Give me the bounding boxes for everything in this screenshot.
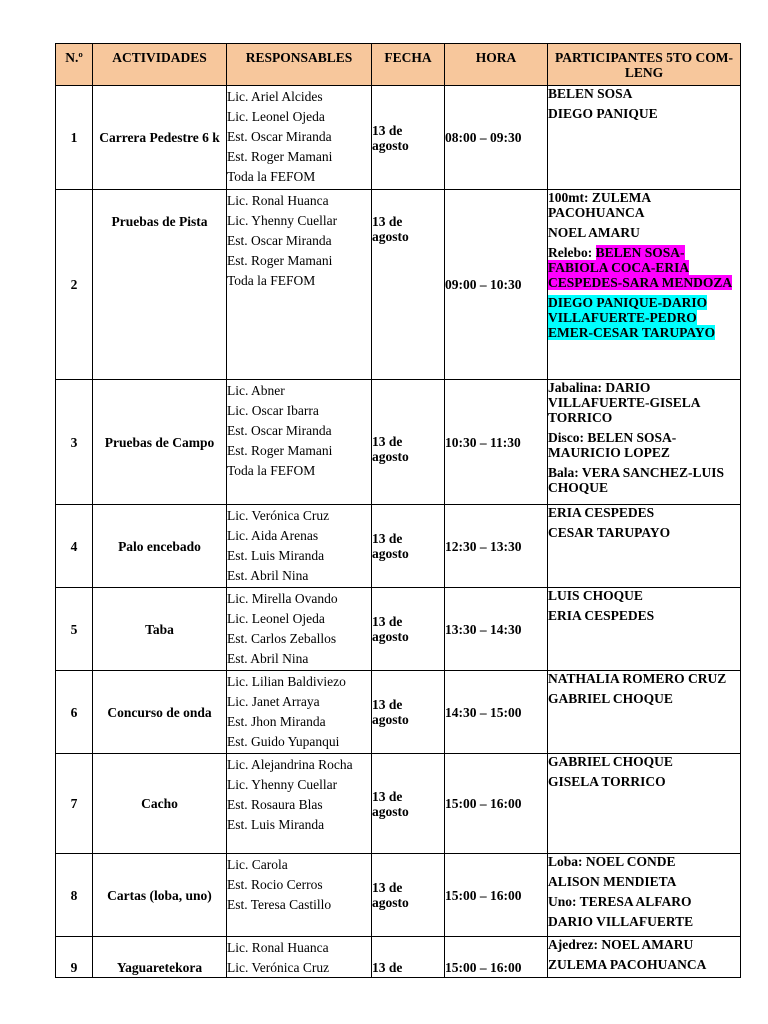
activity-hour: 15:00 – 16:00 <box>445 854 548 937</box>
participant: NOEL AMARU <box>548 225 640 240</box>
row-number: 3 <box>56 380 93 505</box>
responsible-name: Lic. Verónica Cruz <box>227 960 330 975</box>
participant: ZULEMA PACOHUANCA <box>548 957 707 972</box>
participant: Disco: BELEN SOSA-MAURICIO LOPEZ <box>548 430 677 460</box>
table-row <box>56 854 741 937</box>
activity-hour: 09:00 – 10:30 <box>445 190 548 380</box>
participant: GABRIEL CHOQUE <box>548 754 673 769</box>
table-row <box>56 754 741 854</box>
table-row <box>56 505 741 588</box>
responsible-name: Est. Luis Miranda <box>227 817 325 832</box>
row-number: 2 <box>56 190 93 380</box>
responsible-name: Lic. Yhenny Cuellar <box>227 213 338 228</box>
row-number: 6 <box>56 671 93 754</box>
activity-date <box>372 86 445 190</box>
responsible-list <box>227 754 372 854</box>
activity-name: Cacho <box>93 754 227 854</box>
responsible-name: Toda la FEFOM <box>227 463 316 478</box>
responsible-name: Est. Rosaura Blas <box>227 797 323 812</box>
activity-name: Cartas (loba, uno) <box>93 854 227 937</box>
responsible-name: Lic. Ronal Huanca <box>227 193 329 208</box>
responsible-list <box>227 86 372 190</box>
date-text: 13 de agosto <box>372 214 409 244</box>
participant: Loba: NOEL CONDE <box>548 854 676 869</box>
responsible-list <box>227 854 372 937</box>
date-text: 13 de agosto <box>372 614 409 644</box>
date-text: 13 de <box>372 960 403 975</box>
header-hour: HORA <box>445 44 548 86</box>
header-participants: PARTICIPANTES 5TO COM-LENG <box>548 44 741 86</box>
activity-hour: 15:00 – 16:00 <box>445 937 548 978</box>
responsible-name: Toda la FEFOM <box>227 169 316 184</box>
participant: Bala: VERA SANCHEZ-LUIS CHOQUE <box>548 465 725 495</box>
responsible-name: Est. Jhon Miranda <box>227 714 326 729</box>
table-row <box>56 190 741 380</box>
activity-hour: 13:30 – 14:30 <box>445 588 548 671</box>
activity-hour: 12:30 – 13:30 <box>445 505 548 588</box>
participant: CESAR TARUPAYO <box>548 525 671 540</box>
responsible-name: Est. Rocio Cerros <box>227 877 323 892</box>
table-header-row <box>56 44 741 86</box>
participant: Uno: TERESA ALFARO <box>548 894 692 909</box>
participant: ERIA CESPEDES <box>548 608 655 623</box>
header-activity: ACTIVIDADES <box>93 44 227 86</box>
responsible-name: Est. Abril Nina <box>227 568 309 583</box>
responsible-name: Lic. Abner <box>227 383 285 398</box>
participant: ALISON MENDIETA <box>548 874 677 889</box>
responsible-name: Est. Oscar Miranda <box>227 423 332 438</box>
row-number: 1 <box>56 86 93 190</box>
responsible-name: Est. Oscar Miranda <box>227 233 332 248</box>
participant: BELEN SOSA <box>548 86 633 101</box>
participant: Ajedrez: NOEL AMARU <box>548 937 694 952</box>
responsible-name: Lic. Lilian Baldiviezo <box>227 674 346 689</box>
activity-date <box>372 937 445 978</box>
table-row <box>56 588 741 671</box>
responsible-name: Est. Roger Mamani <box>227 443 333 458</box>
participants-list <box>548 671 741 754</box>
responsible-name: Est. Roger Mamani <box>227 149 333 164</box>
responsible-list <box>227 380 372 505</box>
relay-label: Relebo: <box>548 245 596 260</box>
participants-list <box>548 86 741 190</box>
responsible-name: Est. Guido Yupanqui <box>227 734 340 749</box>
participant: NATHALIA ROMERO CRUZ <box>548 671 727 686</box>
responsible-name: Lic. Mirella Ovando <box>227 591 338 606</box>
relay-entry <box>548 295 740 340</box>
activity-date <box>372 380 445 505</box>
participants-list <box>548 380 741 505</box>
table-row <box>56 380 741 505</box>
responsible-name: Est. Carlos Zeballos <box>227 631 337 646</box>
relay-entry <box>548 245 740 290</box>
activity-date <box>372 190 445 380</box>
activity-date <box>372 588 445 671</box>
responsible-name: Lic. Leonel Ojeda <box>227 109 325 124</box>
responsible-name: Lic. Aida Arenas <box>227 528 319 543</box>
participant: LUIS CHOQUE <box>548 588 643 603</box>
row-number: 5 <box>56 588 93 671</box>
row-number: 7 <box>56 754 93 854</box>
responsible-list <box>227 588 372 671</box>
responsible-name: Lic. Yhenny Cuellar <box>227 777 338 792</box>
participant: Jabalina: DARIO VILLAFUERTE-GISELA TORRICO <box>548 380 700 425</box>
activity-name: Pruebas de Pista <box>93 190 227 380</box>
date-text: 13 de agosto <box>372 531 409 561</box>
responsible-name: Lic. Verónica Cruz <box>227 508 330 523</box>
responsible-name: Est. Oscar Miranda <box>227 129 332 144</box>
participants-list <box>548 754 741 854</box>
activity-hour: 08:00 – 09:30 <box>445 86 548 190</box>
activity-hour: 10:30 – 11:30 <box>445 380 548 505</box>
participants-list <box>548 588 741 671</box>
responsible-name: Toda la FEFOM <box>227 273 316 288</box>
responsible-name: Est. Luis Miranda <box>227 548 325 563</box>
responsible-name: Lic. Ronal Huanca <box>227 940 329 955</box>
responsible-list <box>227 190 372 380</box>
table-row <box>56 671 741 754</box>
participant: DARIO VILLAFUERTE <box>548 914 694 929</box>
activity-name: Palo encebado <box>93 505 227 588</box>
participant: GISELA TORRICO <box>548 774 666 789</box>
activity-hour: 14:30 – 15:00 <box>445 671 548 754</box>
header-num: N.º <box>56 44 93 86</box>
responsible-list <box>227 505 372 588</box>
activity-date <box>372 505 445 588</box>
date-text: 13 de agosto <box>372 788 409 819</box>
activity-hour: 15:00 – 16:00 <box>445 754 548 854</box>
header-responsible: RESPONSABLES <box>227 44 372 86</box>
row-number: 9 <box>56 937 93 978</box>
responsible-list <box>227 937 372 978</box>
date-text: 13 de agosto <box>372 434 409 464</box>
participants-list <box>548 854 741 937</box>
participant: 100mt: ZULEMA PACOHUANCA <box>548 190 651 220</box>
participant: DIEGO PANIQUE <box>548 106 658 121</box>
responsible-list <box>227 671 372 754</box>
activity-name: Pruebas de Campo <box>93 380 227 505</box>
responsible-name: Lic. Ariel Alcides <box>227 89 323 104</box>
activity-date <box>372 854 445 937</box>
date-text: 13 de agosto <box>372 697 409 727</box>
activity-date <box>372 671 445 754</box>
table-row <box>56 937 741 978</box>
relay-team-highlight: BELEN SOSA-FABIOLA COCA-ERIA CESPEDES-SARA MENDOZA <box>548 245 733 290</box>
row-number: 4 <box>56 505 93 588</box>
participants-list <box>548 937 741 978</box>
header-date: FECHA <box>372 44 445 86</box>
responsible-name: Lic. Leonel Ojeda <box>227 611 325 626</box>
activity-name: Carrera Pedestre 6 k <box>93 86 227 190</box>
activity-name: Yaguaretekora <box>93 937 227 978</box>
activities-schedule-table <box>55 43 741 978</box>
responsible-name: Est. Roger Mamani <box>227 253 333 268</box>
responsible-name: Lic. Janet Arraya <box>227 694 320 709</box>
responsible-name: Lic. Carola <box>227 857 288 872</box>
row-number: 8 <box>56 854 93 937</box>
responsible-name: Est. Teresa Castillo <box>227 897 332 912</box>
activity-date <box>372 754 445 854</box>
table-row <box>56 86 741 190</box>
participants-list <box>548 190 741 380</box>
responsible-name: Lic. Oscar Ibarra <box>227 403 319 418</box>
participant: GABRIEL CHOQUE <box>548 691 673 706</box>
participants-list <box>548 505 741 588</box>
date-text: 13 de agosto <box>372 880 409 910</box>
relay-team-highlight: DIEGO PANIQUE-DARIO VILLAFUERTE-PEDRO EMER-CESAR TARUPAYO <box>548 295 716 340</box>
responsible-name: Lic. Alejandrina Rocha <box>227 757 353 772</box>
date-text: 13 de agosto <box>372 122 409 153</box>
responsible-name: Est. Abril Nina <box>227 651 309 666</box>
participant: ERIA CESPEDES <box>548 505 655 520</box>
activity-name: Concurso de onda <box>93 671 227 754</box>
activity-name: Taba <box>93 588 227 671</box>
